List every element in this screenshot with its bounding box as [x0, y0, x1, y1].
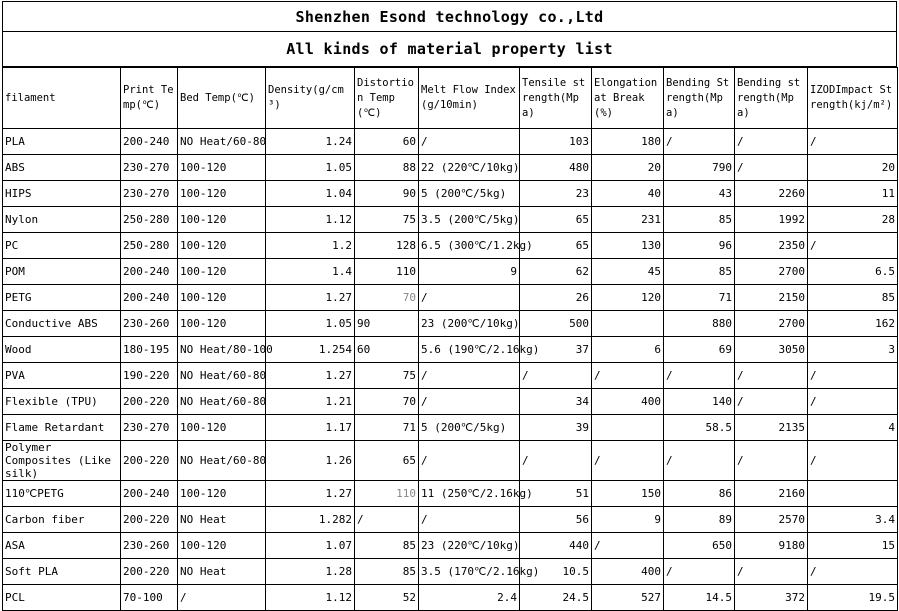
- cell-density: 1.2: [266, 233, 355, 259]
- table-row: [3, 533, 898, 559]
- table-row: [3, 389, 898, 415]
- cell-tensile-strength: 34: [520, 389, 592, 415]
- cell-bed-temp: NO Heat/60-80: [178, 363, 266, 389]
- cell-bending-strength: 14.5: [664, 585, 735, 611]
- cell-izod-impact: 6.5: [808, 259, 898, 285]
- cell-izod-impact: 3.4: [808, 507, 898, 533]
- cell-izod-impact: 4: [808, 415, 898, 441]
- cell-print-temp: 250-280: [121, 207, 178, 233]
- cell-izod-impact: [808, 481, 898, 507]
- cell-distortion-temp: 85: [355, 533, 419, 559]
- cell-filament: Soft PLA: [3, 559, 121, 585]
- cell-bending-strength: 86: [664, 481, 735, 507]
- cell-elongation: /: [592, 363, 664, 389]
- cell-melt-flow-index: 3.5 (200℃/5kg): [419, 207, 520, 233]
- material-property-table: [2, 67, 898, 611]
- cell-elongation: 120: [592, 285, 664, 311]
- cell-distortion-temp: 52: [355, 585, 419, 611]
- cell-melt-flow-index: /: [419, 507, 520, 533]
- cell-bending-strength: 71: [664, 285, 735, 311]
- cell-filament: Flame Retardant: [3, 415, 121, 441]
- cell-tensile-strength: 65: [520, 207, 592, 233]
- header-distortion-temp: Distortion Temp(℃): [355, 68, 419, 129]
- cell-tensile-strength: /: [520, 363, 592, 389]
- cell-bending-modulus: 2700: [735, 259, 808, 285]
- cell-bending-strength: 58.5: [664, 415, 735, 441]
- cell-bending-modulus: 2135: [735, 415, 808, 441]
- cell-melt-flow-index: 23 (200℃/10kg): [419, 311, 520, 337]
- cell-filament: Conductive ABS: [3, 311, 121, 337]
- table-row: [3, 155, 898, 181]
- cell-bed-temp: NO Heat: [178, 507, 266, 533]
- cell-bending-modulus: 2350: [735, 233, 808, 259]
- cell-filament: Polymer Composites (Like silk): [3, 441, 121, 481]
- cell-distortion-temp: 75: [355, 207, 419, 233]
- header-elongation: Elongation at Break(%): [592, 68, 664, 129]
- cell-bending-modulus: /: [735, 389, 808, 415]
- header-bending-strength: Bending Strength(Mpa): [664, 68, 735, 129]
- cell-print-temp: 200-240: [121, 481, 178, 507]
- cell-distortion-temp: 75: [355, 363, 419, 389]
- cell-elongation: 231: [592, 207, 664, 233]
- table-row: [3, 233, 898, 259]
- cell-tensile-strength: 440: [520, 533, 592, 559]
- cell-izod-impact: 162: [808, 311, 898, 337]
- cell-print-temp: 200-240: [121, 285, 178, 311]
- cell-izod-impact: 15: [808, 533, 898, 559]
- cell-density: 1.17: [266, 415, 355, 441]
- cell-bed-temp: 100-120: [178, 181, 266, 207]
- cell-distortion-temp: 65: [355, 441, 419, 481]
- table-row: [3, 507, 898, 533]
- cell-distortion-temp: 110: [355, 259, 419, 285]
- cell-bending-strength: 85: [664, 207, 735, 233]
- table-row: [3, 415, 898, 441]
- cell-elongation: 130: [592, 233, 664, 259]
- cell-filament: PCL: [3, 585, 121, 611]
- cell-distortion-temp: 85: [355, 559, 419, 585]
- cell-distortion-temp: 70: [355, 285, 419, 311]
- cell-density: 1.27: [266, 363, 355, 389]
- cell-bed-temp: NO Heat/60-80: [178, 389, 266, 415]
- cell-izod-impact: 85: [808, 285, 898, 311]
- cell-density: 1.04: [266, 181, 355, 207]
- cell-elongation: /: [592, 533, 664, 559]
- cell-bending-modulus: /: [735, 559, 808, 585]
- cell-bending-strength: 85: [664, 259, 735, 285]
- cell-density: 1.12: [266, 207, 355, 233]
- cell-density: 1.05: [266, 155, 355, 181]
- cell-filament: Nylon: [3, 207, 121, 233]
- cell-bed-temp: NO Heat/60-80: [178, 129, 266, 155]
- cell-density: 1.28: [266, 559, 355, 585]
- cell-filament: POM: [3, 259, 121, 285]
- cell-print-temp: 230-270: [121, 415, 178, 441]
- cell-bending-modulus: 2570: [735, 507, 808, 533]
- cell-bed-temp: 100-120: [178, 207, 266, 233]
- cell-density: 1.24: [266, 129, 355, 155]
- cell-tensile-strength: 37: [520, 337, 592, 363]
- cell-elongation: 400: [592, 389, 664, 415]
- header-bed-temp: Bed Temp(℃): [178, 68, 266, 129]
- cell-bed-temp: NO Heat: [178, 559, 266, 585]
- cell-bending-modulus: 3050: [735, 337, 808, 363]
- cell-bending-strength: /: [664, 363, 735, 389]
- cell-elongation: 400: [592, 559, 664, 585]
- cell-bending-modulus: 9180: [735, 533, 808, 559]
- cell-bending-modulus: 372: [735, 585, 808, 611]
- cell-print-temp: 200-220: [121, 441, 178, 481]
- cell-filament: PVA: [3, 363, 121, 389]
- cell-distortion-temp: 128: [355, 233, 419, 259]
- cell-filament: Flexible (TPU): [3, 389, 121, 415]
- cell-bending-modulus: 2700: [735, 311, 808, 337]
- cell-bed-temp: NO Heat/60-80: [178, 441, 266, 481]
- cell-bending-modulus: /: [735, 441, 808, 481]
- cell-bending-strength: /: [664, 559, 735, 585]
- table-row: [3, 585, 898, 611]
- cell-distortion-temp: 88: [355, 155, 419, 181]
- cell-melt-flow-index: 5 (200℃/5kg): [419, 415, 520, 441]
- cell-distortion-temp: 90: [355, 311, 419, 337]
- cell-bending-modulus: 2160: [735, 481, 808, 507]
- cell-elongation: 150: [592, 481, 664, 507]
- cell-bed-temp: 100-120: [178, 155, 266, 181]
- cell-bed-temp: NO Heat/80-100: [178, 337, 266, 363]
- cell-melt-flow-index: /: [419, 389, 520, 415]
- cell-izod-impact: 19.5: [808, 585, 898, 611]
- cell-filament: ABS: [3, 155, 121, 181]
- cell-bending-strength: 140: [664, 389, 735, 415]
- cell-print-temp: 200-220: [121, 559, 178, 585]
- table-row: [3, 207, 898, 233]
- cell-print-temp: 200-240: [121, 259, 178, 285]
- cell-tensile-strength: 103: [520, 129, 592, 155]
- cell-print-temp: 230-270: [121, 155, 178, 181]
- cell-density: 1.05: [266, 311, 355, 337]
- cell-density: 1.282: [266, 507, 355, 533]
- cell-tensile-strength: 62: [520, 259, 592, 285]
- cell-bending-modulus: /: [735, 155, 808, 181]
- cell-elongation: 20: [592, 155, 664, 181]
- cell-tensile-strength: 24.5: [520, 585, 592, 611]
- cell-izod-impact: 20: [808, 155, 898, 181]
- cell-bending-modulus: /: [735, 363, 808, 389]
- list-title: All kinds of material property list: [2, 31, 897, 67]
- cell-bending-modulus: 2260: [735, 181, 808, 207]
- cell-melt-flow-index: /: [419, 129, 520, 155]
- company-title: Shenzhen Esond technology co.,Ltd: [2, 1, 897, 32]
- cell-density: 1.254: [266, 337, 355, 363]
- cell-filament: 110℃PETG: [3, 481, 121, 507]
- cell-elongation: 527: [592, 585, 664, 611]
- cell-bed-temp: 100-120: [178, 311, 266, 337]
- cell-filament: Wood: [3, 337, 121, 363]
- cell-melt-flow-index: 3.5 (170℃/2.16kg): [419, 559, 520, 585]
- cell-distortion-temp: 71: [355, 415, 419, 441]
- cell-distortion-temp: 60: [355, 337, 419, 363]
- cell-distortion-temp: /: [355, 507, 419, 533]
- cell-bending-strength: /: [664, 441, 735, 481]
- cell-filament: PLA: [3, 129, 121, 155]
- cell-izod-impact: 11: [808, 181, 898, 207]
- cell-density: 1.07: [266, 533, 355, 559]
- cell-bending-strength: 69: [664, 337, 735, 363]
- cell-bed-temp: 100-120: [178, 233, 266, 259]
- cell-density: 1.27: [266, 285, 355, 311]
- table-row: [3, 181, 898, 207]
- cell-filament: PC: [3, 233, 121, 259]
- cell-izod-impact: 28: [808, 207, 898, 233]
- cell-tensile-strength: 51: [520, 481, 592, 507]
- cell-bed-temp: 100-120: [178, 285, 266, 311]
- cell-bending-modulus: 2150: [735, 285, 808, 311]
- header-filament: filament: [3, 68, 121, 129]
- cell-density: 1.26: [266, 441, 355, 481]
- cell-bed-temp: 100-120: [178, 533, 266, 559]
- cell-distortion-temp: 70: [355, 389, 419, 415]
- cell-print-temp: 200-220: [121, 507, 178, 533]
- cell-density: 1.12: [266, 585, 355, 611]
- header-density: Density(g/cm³): [266, 68, 355, 129]
- cell-melt-flow-index: 9: [419, 259, 520, 285]
- cell-bending-strength: 43: [664, 181, 735, 207]
- cell-elongation: /: [592, 441, 664, 481]
- cell-tensile-strength: /: [520, 441, 592, 481]
- cell-melt-flow-index: 23 (220℃/10kg): [419, 533, 520, 559]
- cell-tensile-strength: 26: [520, 285, 592, 311]
- cell-filament: ASA: [3, 533, 121, 559]
- table-row: [3, 337, 898, 363]
- cell-melt-flow-index: /: [419, 285, 520, 311]
- cell-izod-impact: /: [808, 559, 898, 585]
- cell-density: 1.4: [266, 259, 355, 285]
- cell-izod-impact: /: [808, 389, 898, 415]
- cell-melt-flow-index: 22 (220℃/10kg): [419, 155, 520, 181]
- table-row: [3, 363, 898, 389]
- table-row: [3, 311, 898, 337]
- cell-izod-impact: /: [808, 233, 898, 259]
- cell-melt-flow-index: /: [419, 363, 520, 389]
- cell-bed-temp: /: [178, 585, 266, 611]
- cell-distortion-temp: 60: [355, 129, 419, 155]
- header-izod-impact: IZODImpact Strength(kj/m²): [808, 68, 898, 129]
- cell-bed-temp: 100-120: [178, 415, 266, 441]
- cell-melt-flow-index: 5.6 (190℃/2.16kg): [419, 337, 520, 363]
- cell-bed-temp: 100-120: [178, 259, 266, 285]
- cell-tensile-strength: 500: [520, 311, 592, 337]
- cell-bending-strength: 89: [664, 507, 735, 533]
- table-row: [3, 559, 898, 585]
- cell-elongation: 45: [592, 259, 664, 285]
- cell-tensile-strength: 23: [520, 181, 592, 207]
- table-row: [3, 481, 898, 507]
- cell-print-temp: 200-240: [121, 129, 178, 155]
- cell-melt-flow-index: 2.4: [419, 585, 520, 611]
- cell-melt-flow-index: 11 (250℃/2.16kg): [419, 481, 520, 507]
- cell-print-temp: 250-280: [121, 233, 178, 259]
- cell-print-temp: 230-270: [121, 181, 178, 207]
- cell-bending-modulus: /: [735, 129, 808, 155]
- cell-izod-impact: /: [808, 363, 898, 389]
- cell-density: 1.21: [266, 389, 355, 415]
- cell-melt-flow-index: 5 (200℃/5kg): [419, 181, 520, 207]
- header-print-temp: Print Temp(℃): [121, 68, 178, 129]
- header-melt-flow-index: Melt Flow Index(g/10min): [419, 68, 520, 129]
- cell-melt-flow-index: 6.5 (300℃/1.2kg): [419, 233, 520, 259]
- cell-izod-impact: /: [808, 441, 898, 481]
- table-row: [3, 285, 898, 311]
- cell-elongation: 6: [592, 337, 664, 363]
- cell-elongation: 40: [592, 181, 664, 207]
- cell-bending-strength: /: [664, 129, 735, 155]
- cell-filament: HIPS: [3, 181, 121, 207]
- cell-tensile-strength: 56: [520, 507, 592, 533]
- cell-density: 1.27: [266, 481, 355, 507]
- cell-print-temp: 230-260: [121, 311, 178, 337]
- cell-tensile-strength: 480: [520, 155, 592, 181]
- cell-bending-strength: 790: [664, 155, 735, 181]
- cell-bed-temp: 100-120: [178, 481, 266, 507]
- cell-print-temp: 70-100: [121, 585, 178, 611]
- table-row: [3, 259, 898, 285]
- cell-print-temp: 190-220: [121, 363, 178, 389]
- header-row: [3, 68, 898, 129]
- cell-izod-impact: /: [808, 129, 898, 155]
- cell-elongation: [592, 311, 664, 337]
- cell-filament: Carbon fiber: [3, 507, 121, 533]
- cell-melt-flow-index: /: [419, 441, 520, 481]
- table-row: [3, 129, 898, 155]
- cell-izod-impact: 3: [808, 337, 898, 363]
- cell-bending-modulus: 1992: [735, 207, 808, 233]
- cell-tensile-strength: 10.5: [520, 559, 592, 585]
- table-row: [3, 441, 898, 481]
- cell-tensile-strength: 65: [520, 233, 592, 259]
- cell-print-temp: 180-195: [121, 337, 178, 363]
- cell-print-temp: 200-220: [121, 389, 178, 415]
- cell-elongation: 9: [592, 507, 664, 533]
- cell-bending-strength: 650: [664, 533, 735, 559]
- cell-distortion-temp: 110: [355, 481, 419, 507]
- cell-elongation: 180: [592, 129, 664, 155]
- cell-filament: PETG: [3, 285, 121, 311]
- cell-bending-strength: 880: [664, 311, 735, 337]
- cell-bending-strength: 96: [664, 233, 735, 259]
- cell-elongation: [592, 415, 664, 441]
- cell-distortion-temp: 90: [355, 181, 419, 207]
- cell-tensile-strength: 39: [520, 415, 592, 441]
- header-bending-modulus: Bending strength(Mpa): [735, 68, 808, 129]
- header-tensile-strength: Tensile strength(Mpa): [520, 68, 592, 129]
- cell-print-temp: 230-260: [121, 533, 178, 559]
